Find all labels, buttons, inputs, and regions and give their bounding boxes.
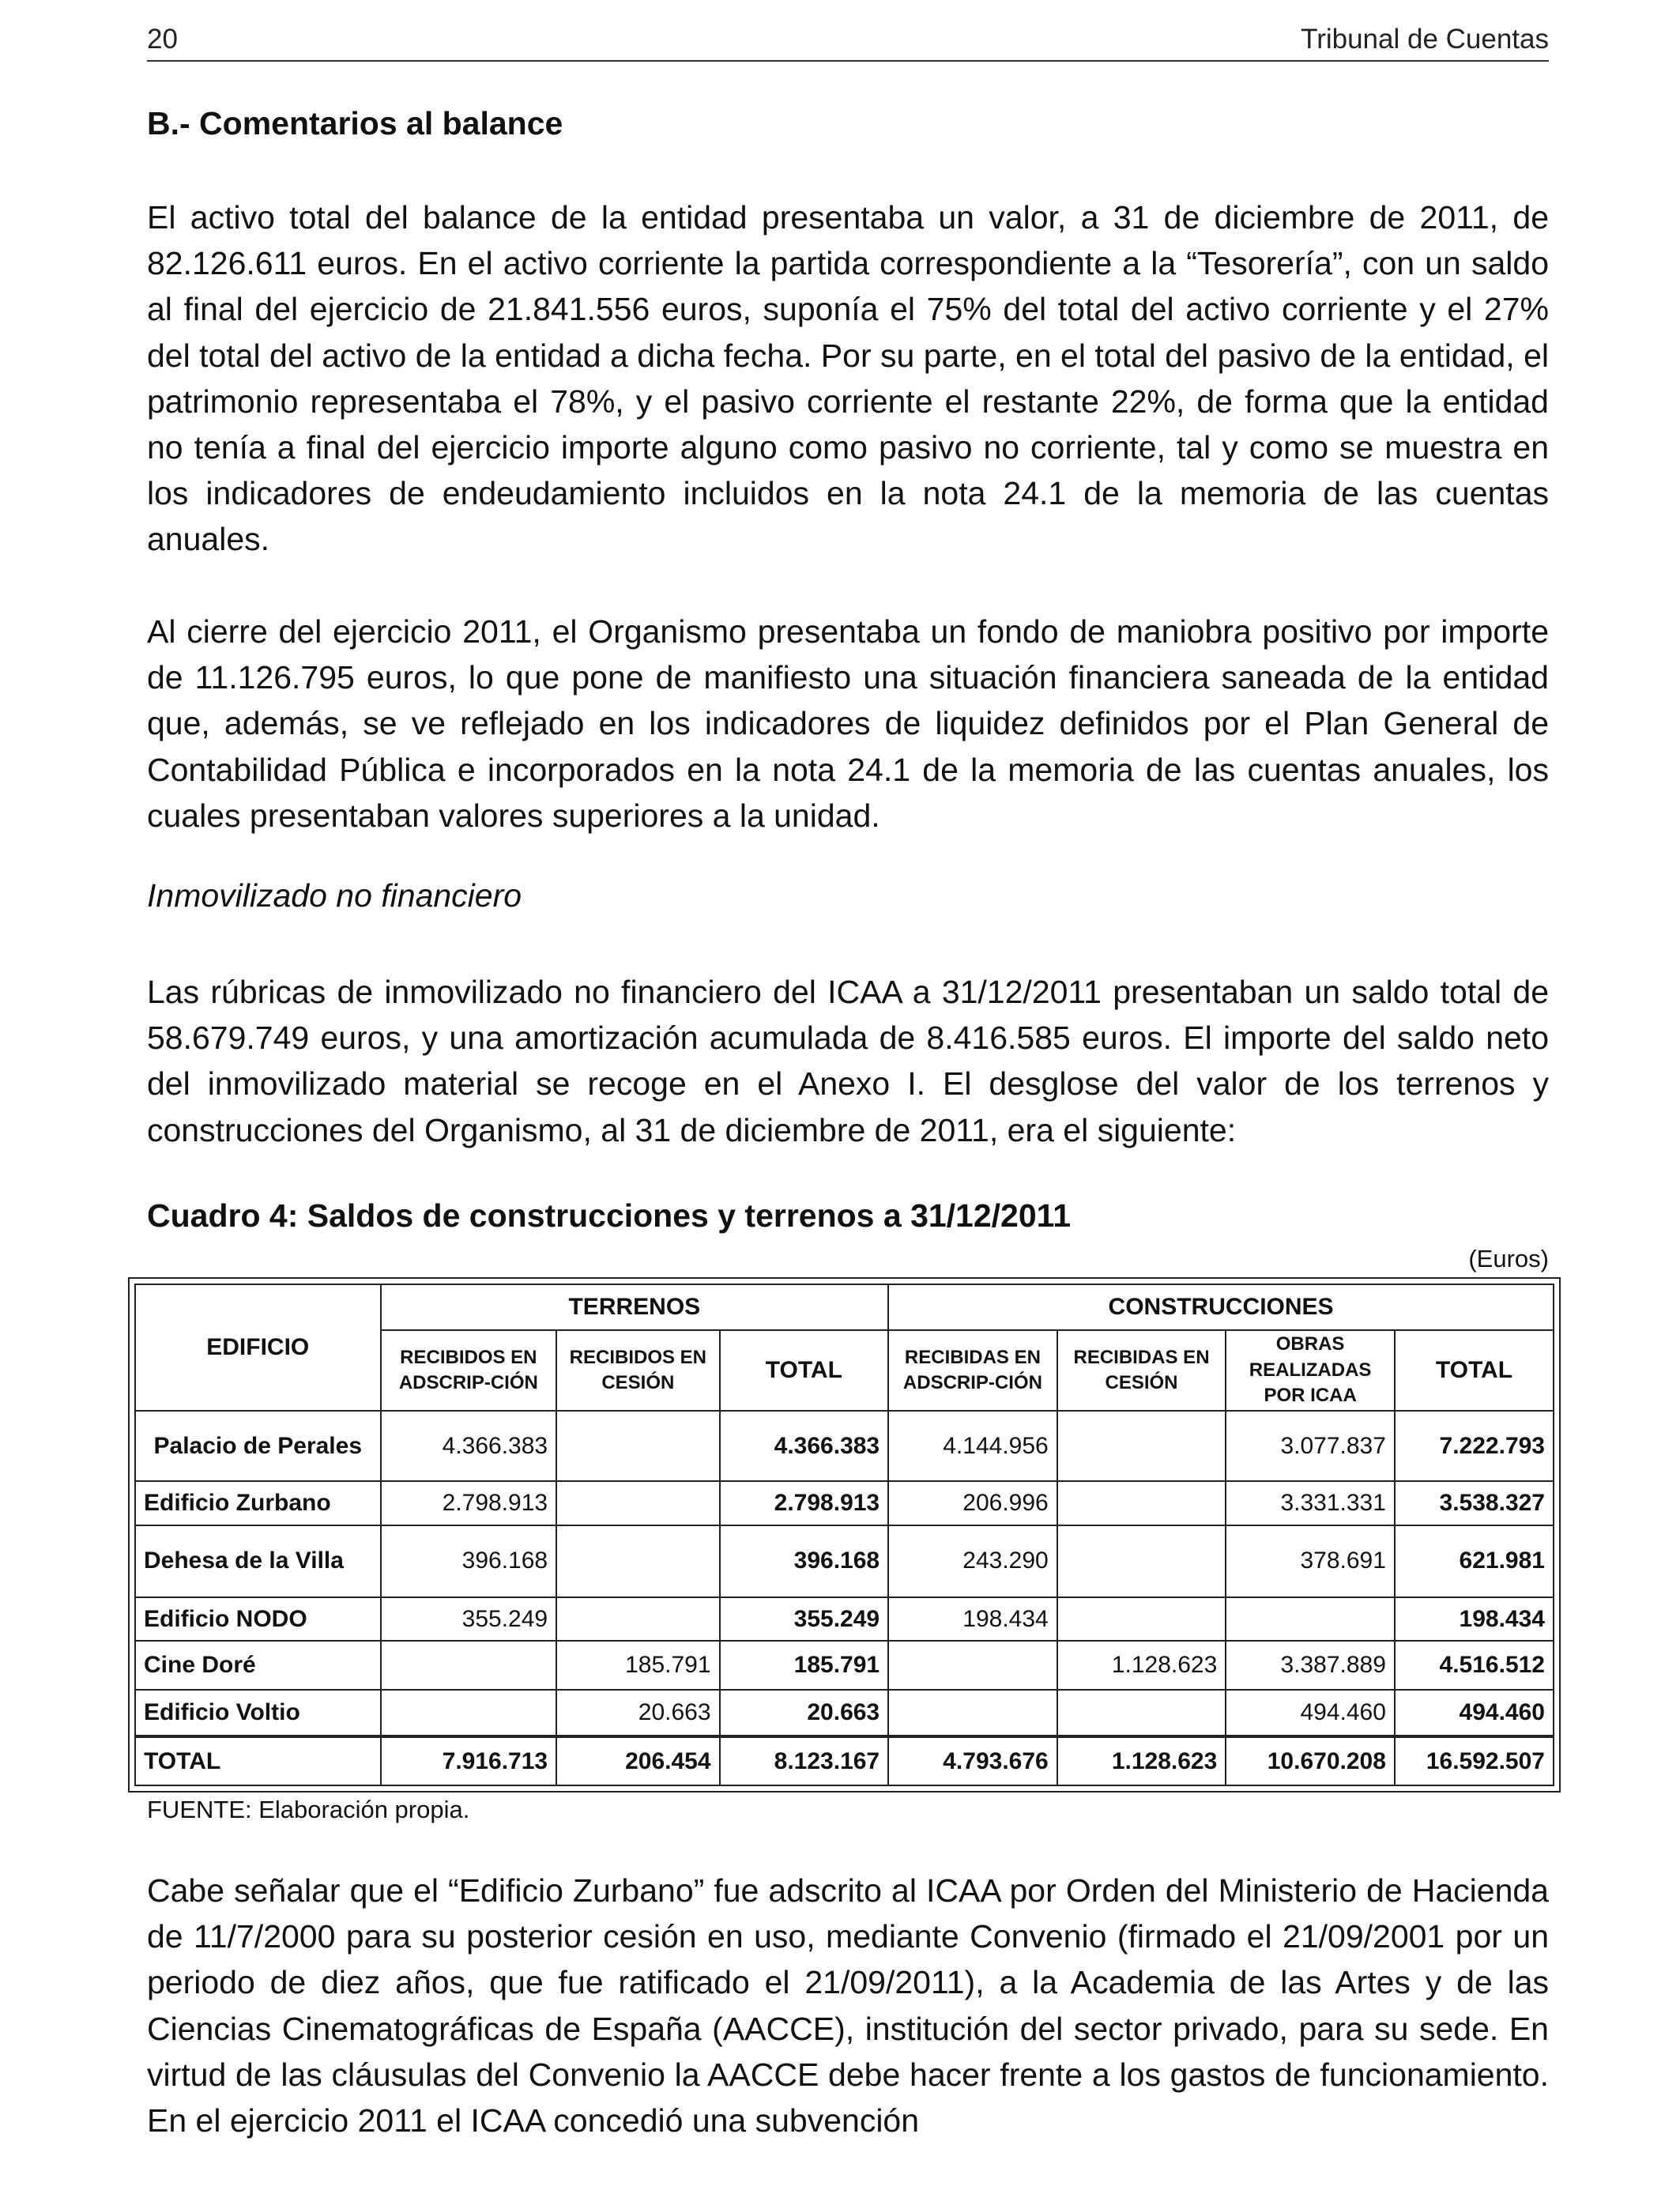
table-row xyxy=(135,1597,1554,1641)
total-construcciones-obras: 10.670.208 xyxy=(1226,1736,1395,1785)
page-header xyxy=(147,24,1549,62)
running-title: Tribunal de Cuentas xyxy=(1301,24,1549,55)
row-name: Cine Doré xyxy=(135,1641,381,1690)
cell-terrenos-cesion: 20.663 xyxy=(556,1690,719,1737)
cell-terrenos-adscripcion: 355.249 xyxy=(381,1597,557,1641)
total-construcciones-total: 16.592.507 xyxy=(1395,1736,1554,1785)
table-total-row xyxy=(135,1736,1554,1785)
table-row xyxy=(135,1525,1554,1597)
cell-terrenos-adscripcion: 2.798.913 xyxy=(381,1481,557,1525)
cell-terrenos-adscripcion xyxy=(381,1641,557,1690)
cell-construcciones-total: 494.460 xyxy=(1395,1690,1554,1737)
table-units: (Euros) xyxy=(1468,1245,1549,1272)
row-name: Dehesa de la Villa xyxy=(135,1525,381,1597)
cell-terrenos-cesion xyxy=(556,1525,719,1597)
cell-construcciones-total: 621.981 xyxy=(1395,1525,1554,1597)
cell-construcciones-cesion xyxy=(1057,1597,1226,1641)
table-caption: Cuadro 4: Saldos de construcciones y terrenos a 31/12/2011 xyxy=(147,1197,1072,1234)
table-source: FUENTE: Elaboración propia. xyxy=(147,1796,470,1823)
paragraph-zurbano: Cabe señalar que el “Edificio Zurbano” fue adscrito al ICAA por Orden del Ministerio de Hacienda de 11/7/2000 para su posterior cesión en uso, mediante Convenio (firmado el 21/09/2001 por un periodo de diez años, que fue ratificado el 21/09/2011), a la Academia de las Artes y de las Ciencias Cinematográficas de España (AACCE), institución del sector privado, para su sede. En virtud de las cláusulas del Convenio la AACCE debe hacer frente a los gastos de funcionamiento. En el ejercicio 2011 el ICAA concedió una subvención xyxy=(147,1872,1549,2139)
cell-terrenos-cesion xyxy=(556,1411,719,1481)
row-name: Palacio de Perales xyxy=(135,1411,381,1481)
page-number: 20 xyxy=(147,24,178,55)
header-edificio: EDIFICIO xyxy=(135,1284,381,1411)
paragraph-inmovilizado: Las rúbricas de inmovilizado no financiero del ICAA a 31/12/2011 presentaban un saldo total de 58.679.749 euros, y una amortización acumulada de 8.416.585 euros. El importe del saldo neto del inmovilizado material se recoge en el Anexo I. El desglose del valor de los terrenos y construcciones del Organismo, al 31 de diciembre de 2011, era el siguiente: xyxy=(147,974,1549,1148)
cell-terrenos-cesion: 185.791 xyxy=(556,1641,719,1690)
table-row xyxy=(135,1481,1554,1525)
paragraph-fondo-maniobra: Al cierre del ejercicio 2011, el Organismo presentaba un fondo de maniobra positivo por importe de 11.126.795 euros, lo que pone de manifiesto una situación financiera saneada de la entidad que, además, se ve reflejado en los indicadores de liquidez definidos por el Plan General de Contabilidad Pública e incorporados en la nota 24.1 de la memoria de las cuentas anuales, los cuales presentaban valores superiores a la unidad. xyxy=(147,613,1549,834)
subheading-inmovilizado: Inmovilizado no financiero xyxy=(147,877,522,914)
header-terrenos-cesion: RECIBIDOS EN CESIÓN xyxy=(556,1330,719,1411)
cell-construcciones-adscripcion: 4.144.956 xyxy=(888,1411,1057,1481)
cell-construcciones-adscripcion: 198.434 xyxy=(888,1597,1057,1641)
row-name: Edificio Voltio xyxy=(135,1690,381,1737)
cell-construcciones-obras: 494.460 xyxy=(1226,1690,1395,1737)
cell-terrenos-adscripcion xyxy=(381,1690,557,1737)
cell-terrenos-adscripcion: 396.168 xyxy=(381,1525,557,1597)
header-terrenos-adscripcion: RECIBIDOS EN ADSCRIP-CIÓN xyxy=(381,1330,557,1411)
cell-terrenos-cesion xyxy=(556,1597,719,1641)
cell-terrenos-total: 396.168 xyxy=(720,1525,889,1597)
cell-construcciones-adscripcion xyxy=(888,1690,1057,1737)
cell-terrenos-total: 185.791 xyxy=(720,1641,889,1690)
cell-terrenos-total: 2.798.913 xyxy=(720,1481,889,1525)
header-construcciones-adscripcion: RECIBIDAS EN ADSCRIP-CIÓN xyxy=(888,1330,1057,1411)
table-row xyxy=(135,1641,1554,1690)
row-name: Edificio Zurbano xyxy=(135,1481,381,1525)
cell-terrenos-cesion xyxy=(556,1481,719,1525)
total-construcciones-cesion: 1.128.623 xyxy=(1057,1736,1226,1785)
cell-construcciones-adscripcion: 243.290 xyxy=(888,1525,1057,1597)
cell-construcciones-adscripcion: 206.996 xyxy=(888,1481,1057,1525)
cell-construcciones-cesion xyxy=(1057,1690,1226,1737)
table-row xyxy=(135,1411,1554,1481)
total-construcciones-adscripcion: 4.793.676 xyxy=(888,1736,1057,1785)
cell-terrenos-adscripcion: 4.366.383 xyxy=(381,1411,557,1481)
cell-terrenos-total: 355.249 xyxy=(720,1597,889,1641)
table-frame xyxy=(128,1277,1561,1793)
header-construcciones-total: TOTAL xyxy=(1395,1330,1554,1411)
total-terrenos-cesion: 206.454 xyxy=(556,1736,719,1785)
total-terrenos-total: 8.123.167 xyxy=(720,1736,889,1785)
cell-construcciones-cesion xyxy=(1057,1481,1226,1525)
header-construcciones-obras: OBRAS REALIZADAS POR ICAA xyxy=(1226,1330,1395,1411)
cell-construcciones-total: 4.516.512 xyxy=(1395,1641,1554,1690)
cell-construcciones-adscripcion xyxy=(888,1641,1057,1690)
paragraph-balance: El activo total del balance de la entidad presentaba un valor, a 31 de diciembre de 2011, de 82.126.611 euros. En el activo corriente la partida correspondiente a la “Tesorería”, con un saldo al final del ejercicio de 21.841.556 euros, suponía el 75% del total del activo corriente y el 27% del total del activo de la entidad a dicha fecha. Por su parte, en el total del pasivo de la entidad, el patrimonio representaba el 78%, y el pasivo corriente el restante 22%, de forma que la entidad no tenía a final del ejercicio importe alguno como pasivo no corriente, tal y como se muestra en los indicadores de endeudamiento incluidos en la nota 24.1 de la memoria de las cuentas anuales. xyxy=(147,199,1549,558)
total-terrenos-adscripcion: 7.916.713 xyxy=(381,1736,557,1785)
header-terrenos: TERRENOS xyxy=(381,1284,889,1330)
cell-construcciones-obras xyxy=(1226,1597,1395,1641)
cell-construcciones-obras: 378.691 xyxy=(1226,1525,1395,1597)
saldos-table xyxy=(134,1284,1554,1786)
row-name: Edificio NODO xyxy=(135,1597,381,1641)
cell-construcciones-total: 198.434 xyxy=(1395,1597,1554,1641)
cell-construcciones-cesion xyxy=(1057,1411,1226,1481)
cell-construcciones-obras: 3.077.837 xyxy=(1226,1411,1395,1481)
table-row xyxy=(135,1690,1554,1737)
cell-construcciones-total: 3.538.327 xyxy=(1395,1481,1554,1525)
header-construcciones-cesion: RECIBIDAS EN CESIÓN xyxy=(1057,1330,1226,1411)
cell-construcciones-cesion xyxy=(1057,1525,1226,1597)
cell-construcciones-obras: 3.331.331 xyxy=(1226,1481,1395,1525)
header-terrenos-total: TOTAL xyxy=(720,1330,889,1411)
section-title: B.- Comentarios al balance xyxy=(147,105,563,141)
cell-terrenos-total: 20.663 xyxy=(720,1690,889,1737)
header-construcciones: CONSTRUCCIONES xyxy=(888,1284,1554,1330)
cell-construcciones-cesion: 1.128.623 xyxy=(1057,1641,1226,1690)
cell-construcciones-obras: 3.387.889 xyxy=(1226,1641,1395,1690)
cell-construcciones-total: 7.222.793 xyxy=(1395,1411,1554,1481)
cell-terrenos-total: 4.366.383 xyxy=(720,1411,889,1481)
total-label: TOTAL xyxy=(135,1736,381,1785)
